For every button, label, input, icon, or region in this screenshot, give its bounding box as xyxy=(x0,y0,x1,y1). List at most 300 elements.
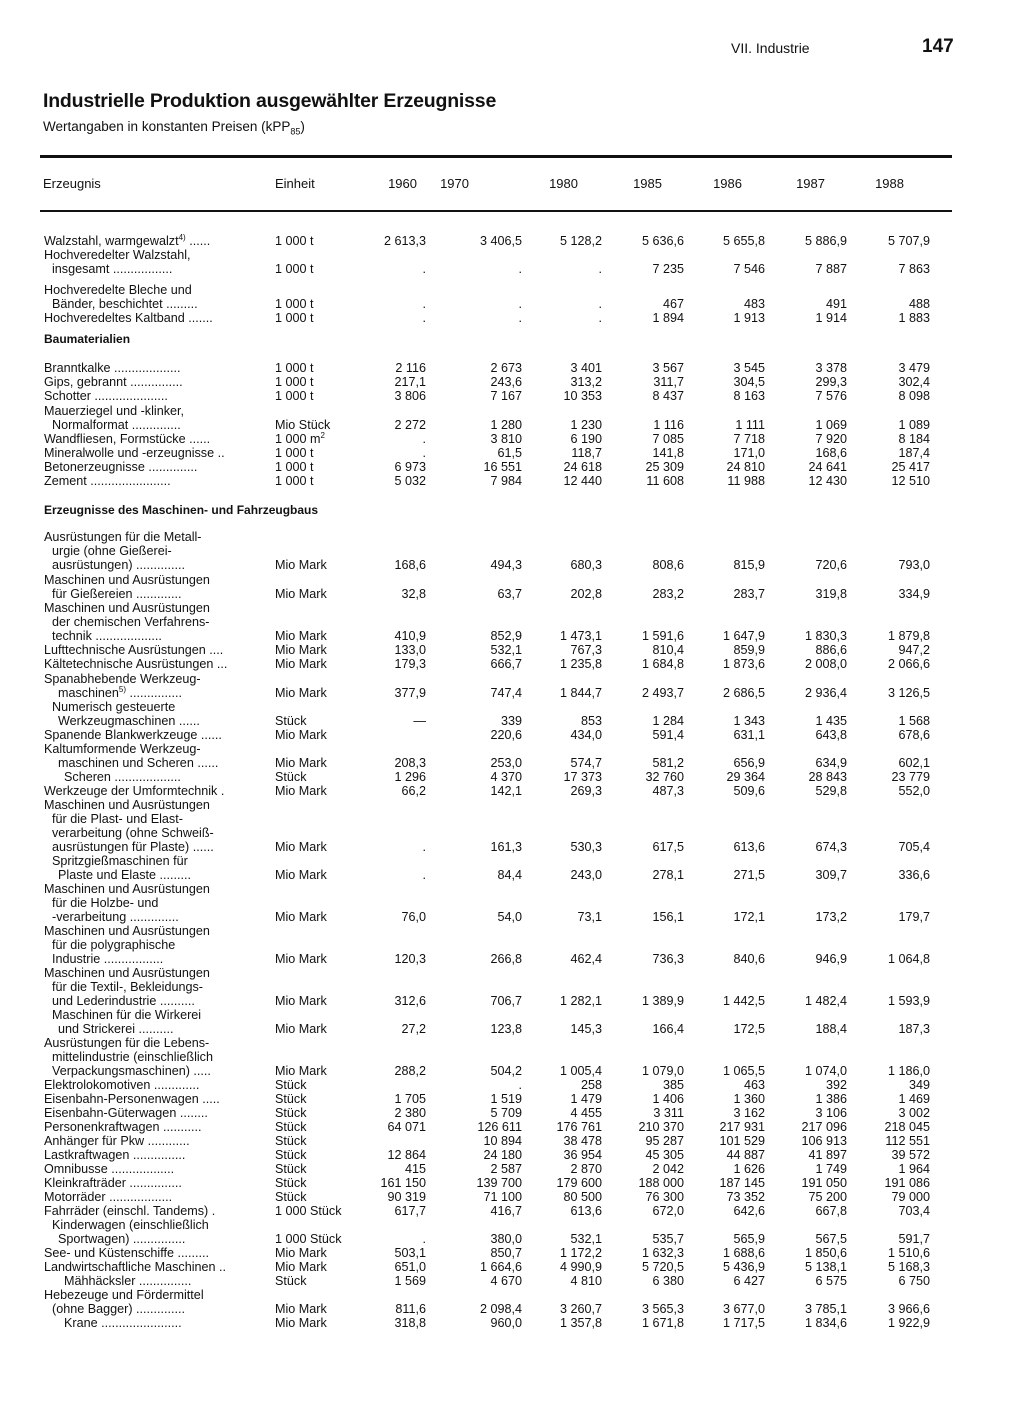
cell-1988: 3 002 xyxy=(898,1106,930,1120)
cell-1980: 6 190 xyxy=(570,432,602,446)
col-header-year-1960: 1960 xyxy=(388,176,417,191)
row-unit: 1 000 Stück xyxy=(275,1232,342,1246)
row-label-text: Fahrräder (einschl. Tandems) xyxy=(44,1204,209,1218)
row-label-text: ausrüstungen für Plaste) xyxy=(52,840,190,854)
row-unit: Mio Mark xyxy=(275,587,327,601)
cell-1980: 532,1 xyxy=(570,1232,602,1246)
cell-1987: 643,8 xyxy=(815,728,847,742)
row-label xyxy=(58,756,218,770)
cell-1988: 1 469 xyxy=(898,1092,930,1106)
cell-1980: 767,3 xyxy=(570,643,602,657)
row-label-text: Normalformat xyxy=(52,418,129,432)
row-label-text: Landwirtschaftliche Maschinen xyxy=(44,1260,216,1274)
row-unit: 1 000 $m^2$ xyxy=(275,430,325,446)
cell-1960: 6 973 xyxy=(394,460,426,474)
row-unit: 1 000 t xyxy=(275,474,314,488)
row-label-text: Hebezeuge und Fördermittel xyxy=(44,1288,204,1302)
table-row xyxy=(0,980,1024,994)
cell-1987: 674,3 xyxy=(815,840,847,854)
leader-dots: ......... xyxy=(162,297,198,311)
cell-1986: 11 988 xyxy=(727,474,765,488)
cell-1960: 217,1 xyxy=(394,375,426,389)
cell-1980: 4 990,9 xyxy=(559,1260,602,1274)
cell-1985: 210 370 xyxy=(638,1120,684,1134)
leader-dots: ................. xyxy=(109,262,173,276)
row-label-text: Lastkraftwagen xyxy=(44,1148,130,1162)
cell-1987: 3 106 xyxy=(815,1106,847,1120)
table-row xyxy=(0,446,1024,460)
cell-1985: 1 284 xyxy=(652,714,684,728)
cell-1960: 2 116 xyxy=(395,361,426,375)
row-label xyxy=(44,798,210,812)
row-label-text: Motorräder xyxy=(44,1190,106,1204)
table-row xyxy=(0,1218,1024,1232)
table-row xyxy=(0,798,1024,812)
row-label-text: Maschinen und Ausrüstungen xyxy=(44,924,210,938)
row-label-text: ausrüstungen) xyxy=(52,558,133,572)
cell-1986: 1 065,5 xyxy=(722,1064,765,1078)
cell-1985: 7 085 xyxy=(652,432,684,446)
leader-dots: ................... xyxy=(110,770,181,784)
leader-dots: .............. xyxy=(144,460,198,474)
leader-dots: ..................... xyxy=(90,389,168,403)
row-label-text: der chemischen Verfahrens- xyxy=(52,615,210,629)
cell-1985: 32 760 xyxy=(645,770,684,784)
table-row xyxy=(0,1148,1024,1162)
cell-1970: 1 280 xyxy=(490,418,522,432)
cell-1988: 1 964 xyxy=(898,1162,930,1176)
leader-dots: ........... xyxy=(159,1120,202,1134)
table-row xyxy=(0,248,1024,262)
cell-1985: 25 309 xyxy=(645,460,684,474)
row-unit: Mio Mark xyxy=(275,657,327,671)
table-row xyxy=(0,601,1024,615)
table-row xyxy=(0,672,1024,686)
row-label-text: für die polygraphische xyxy=(52,938,176,952)
cell-1985: 1 116 xyxy=(653,418,684,432)
row-label-text: Maschinen und Ausrüstungen xyxy=(44,798,210,812)
cell-1987: 946,9 xyxy=(815,952,847,966)
row-label xyxy=(58,1232,185,1246)
cell-1980: 269,3 xyxy=(570,784,602,798)
cell-1987: 720,6 xyxy=(815,558,847,572)
row-label-text: Mineralwolle und -erzeugnisse xyxy=(44,446,215,460)
cell-1986: 187 145 xyxy=(719,1176,765,1190)
col-header-year-1988: 1988 xyxy=(875,176,904,191)
row-label-text: Omnibusse xyxy=(44,1162,108,1176)
cell-1987: 529,8 xyxy=(815,784,847,798)
row-label xyxy=(44,1288,204,1302)
cell-1970: 84,4 xyxy=(497,868,522,882)
cell-1987: 667,8 xyxy=(815,1204,847,1218)
section-heading xyxy=(0,332,1024,346)
row-label-text: Branntkalke xyxy=(44,361,111,375)
cell-1987: 1 074,0 xyxy=(804,1064,847,1078)
leader-dots: ....................... xyxy=(86,474,171,488)
cell-1960: 312,6 xyxy=(394,994,426,1008)
cell-1985: 283,2 xyxy=(652,587,684,601)
leader-dots: ........ xyxy=(176,1106,208,1120)
cell-1986: 7 718 xyxy=(733,432,765,446)
cell-1986: 24 810 xyxy=(726,460,765,474)
row-label-text: Ausrüstungen für die Metall- xyxy=(44,530,202,544)
cell-1988: 39 572 xyxy=(891,1148,930,1162)
cell-1980: 574,7 xyxy=(570,756,602,770)
cell-1988: 1 593,9 xyxy=(887,994,930,1008)
row-label-text: Maschinen und Ausrüstungen xyxy=(44,601,210,615)
cell-1960: 3 806 xyxy=(394,389,426,403)
cell-1987: 75 200 xyxy=(808,1190,847,1204)
table-row xyxy=(0,643,1024,657)
cell-1980: 3 260,7 xyxy=(559,1302,602,1316)
table-row xyxy=(0,530,1024,544)
table-row xyxy=(0,474,1024,488)
cell-1986: 656,9 xyxy=(733,756,765,770)
row-unit: Mio Mark xyxy=(275,728,327,742)
cell-1980: 80 500 xyxy=(563,1190,602,1204)
cell-1987: 567,5 xyxy=(815,1232,847,1246)
table-row xyxy=(0,854,1024,868)
cell-1970: 4 370 xyxy=(490,770,522,784)
cell-1970: . xyxy=(518,297,522,311)
cell-1987: 319,8 xyxy=(815,587,847,601)
row-label xyxy=(44,643,223,657)
row-label xyxy=(44,573,210,587)
row-label-text: Anhänger für Pkw xyxy=(44,1134,145,1148)
row-unit: Stück xyxy=(275,1190,307,1204)
cell-1960: . xyxy=(422,432,426,446)
cell-1960: 651,0 xyxy=(394,1260,426,1274)
row-label xyxy=(52,1064,211,1078)
cell-1980: 613,6 xyxy=(570,1204,602,1218)
cell-1980: 462,4 xyxy=(570,952,602,966)
cell-1987: 299,3 xyxy=(815,375,847,389)
row-unit: Mio Mark xyxy=(275,1246,327,1260)
table-row xyxy=(0,389,1024,403)
cell-1988: 8 184 xyxy=(898,432,930,446)
table-row xyxy=(0,297,1024,311)
table-row xyxy=(0,840,1024,854)
row-label xyxy=(44,1036,209,1050)
cell-1986: 5 436,9 xyxy=(722,1260,765,1274)
row-label xyxy=(44,311,213,325)
leader-dots: ............... xyxy=(126,375,183,389)
cell-1985: 487,3 xyxy=(652,784,684,798)
cell-1986: 483 xyxy=(743,297,765,311)
row-label xyxy=(44,530,202,544)
cell-1970: 10 894 xyxy=(483,1134,522,1148)
row-label xyxy=(44,728,222,742)
row-unit: 1 000 t xyxy=(275,361,314,375)
cell-1960: 1 569 xyxy=(394,1274,426,1288)
cell-1988: 1 089 xyxy=(898,418,930,432)
cell-1980: 3 401 xyxy=(570,361,602,375)
row-label-text: Hochveredelte Bleche und xyxy=(44,283,192,297)
row-label xyxy=(44,924,210,938)
cell-1980: 258 xyxy=(580,1078,602,1092)
page-title: Industrielle Produktion ausgewählter Erzeugnisse xyxy=(43,90,497,112)
cell-1987: 7 920 xyxy=(815,432,847,446)
row-label-text: Plaste und Elaste xyxy=(58,868,157,882)
cell-1970: 850,7 xyxy=(490,1246,522,1260)
row-unit: Stück xyxy=(275,1148,307,1162)
cell-1980: 17 373 xyxy=(563,770,602,784)
cell-1960: . xyxy=(422,1232,426,1246)
cell-1988: 1 186,0 xyxy=(887,1064,930,1078)
row-label xyxy=(64,770,181,784)
cell-1985: 1 632,3 xyxy=(641,1246,684,1260)
cell-1985: 1 684,8 xyxy=(641,657,684,671)
cell-1987: 1 830,3 xyxy=(804,629,847,643)
cell-1986: 3 677,0 xyxy=(722,1302,765,1316)
row-label xyxy=(44,248,191,262)
cell-1960: 161 150 xyxy=(380,1176,426,1190)
row-label xyxy=(44,460,197,474)
table-row xyxy=(0,629,1024,643)
row-unit: Mio Mark xyxy=(275,756,327,770)
row-label-text: urgie (ohne Gießerei- xyxy=(52,544,172,558)
cell-1970: 1 519 xyxy=(490,1092,522,1106)
table-row xyxy=(0,1064,1024,1078)
cell-1960: 120,3 xyxy=(394,952,426,966)
row-label-text: Scheren xyxy=(64,770,111,784)
row-label-text: Kaltumformende Werkzeug- xyxy=(44,742,201,756)
table-row xyxy=(0,868,1024,882)
row-label-text: Erzeugnisse des Maschinen- und Fahrzeugbaus xyxy=(44,503,319,517)
col-header-unit: Einheit xyxy=(275,176,315,191)
row-label xyxy=(52,910,179,924)
cell-1988: 602,1 xyxy=(898,756,930,770)
cell-1980: 1 844,7 xyxy=(559,686,602,700)
row-label-text: Mähhäcksler xyxy=(64,1274,136,1288)
cell-1980: 4 455 xyxy=(570,1106,602,1120)
row-label xyxy=(52,812,183,826)
row-unit: Stück xyxy=(275,1120,307,1134)
cell-1970: 266,8 xyxy=(490,952,522,966)
cell-1985: 1 591,6 xyxy=(641,629,684,643)
row-label-text: Maschinen und Ausrüstungen xyxy=(44,966,210,980)
cell-1970: 1 664,6 xyxy=(479,1260,522,1274)
cell-1987: 41 897 xyxy=(808,1148,847,1162)
leader-dots: ...... xyxy=(185,432,211,446)
row-label-text: für die Holzbe- und xyxy=(52,896,159,910)
row-unit: Stück xyxy=(275,1134,307,1148)
cell-1980: 680,3 xyxy=(570,558,602,572)
leader-dots: ................... xyxy=(91,629,162,643)
row-unit: Stück xyxy=(275,714,307,728)
cell-1960: 66,2 xyxy=(401,784,426,798)
leader-dots: ................... xyxy=(110,361,181,375)
leader-dots: ............... xyxy=(125,1176,182,1190)
cell-1985: 11 608 xyxy=(646,474,684,488)
cell-1980: 176 761 xyxy=(556,1120,602,1134)
leader-dots: . xyxy=(208,1204,216,1218)
cell-1987: 191 050 xyxy=(801,1176,847,1190)
row-label xyxy=(52,558,185,572)
cell-1980: 2 870 xyxy=(570,1162,602,1176)
table-row xyxy=(0,375,1024,389)
leader-dots: .............. xyxy=(128,418,181,432)
cell-1960: 64 071 xyxy=(387,1120,426,1134)
cell-1986: 101 529 xyxy=(719,1134,765,1148)
row-unit: Mio Mark xyxy=(275,686,327,700)
table-row xyxy=(0,924,1024,938)
cell-1980: 38 478 xyxy=(563,1134,602,1148)
row-label-text: Elektrolokomotiven xyxy=(44,1078,151,1092)
table-row xyxy=(0,770,1024,784)
cell-1988: 8 098 xyxy=(898,389,930,403)
cell-1980: 1 172,2 xyxy=(559,1246,602,1260)
cell-1970: 852,9 xyxy=(490,629,522,643)
cell-1970: 532,1 xyxy=(490,643,522,657)
cell-1980: 1 005,4 xyxy=(559,1064,602,1078)
cell-1985: 2 493,7 xyxy=(641,686,684,700)
cell-1987: 392 xyxy=(825,1078,847,1092)
section-heading xyxy=(0,503,1024,517)
row-label xyxy=(44,375,183,389)
cell-1970: 7 984 xyxy=(490,474,522,488)
row-label xyxy=(64,1316,182,1330)
cell-1970: 243,6 xyxy=(490,375,522,389)
table-row xyxy=(0,1302,1024,1316)
cell-1988: 3 966,6 xyxy=(887,1302,930,1316)
cell-1987: 1 435 xyxy=(815,714,847,728)
table-row xyxy=(0,404,1024,418)
cell-1988: 678,6 xyxy=(898,728,930,742)
cell-1970: 339 xyxy=(500,714,522,728)
row-label-text: und Strickerei xyxy=(58,1022,135,1036)
cell-1980: 434,0 xyxy=(570,728,602,742)
table-row xyxy=(0,910,1024,924)
cell-1985: 535,7 xyxy=(652,1232,684,1246)
row-label-text: Spanende Blankwerkzeuge xyxy=(44,728,198,742)
row-label-text: Kleinkrafträder xyxy=(44,1176,126,1190)
table-row xyxy=(0,1232,1024,1246)
cell-1988: 191 086 xyxy=(884,1176,930,1190)
cell-1960: 1 705 xyxy=(394,1092,426,1106)
cell-1986: 217 931 xyxy=(719,1120,765,1134)
cell-1980: 853 xyxy=(580,714,602,728)
leader-dots: ..... xyxy=(189,1064,211,1078)
cell-1986: 8 163 xyxy=(733,389,765,403)
row-label-text: für die Textil-, Bekleidungs- xyxy=(52,980,203,994)
cell-1987: 1 386 xyxy=(815,1092,847,1106)
row-unit: Stück xyxy=(275,1162,307,1176)
cell-1970: 960,0 xyxy=(490,1316,522,1330)
subtitle-subscript: 85 xyxy=(290,126,301,137)
cell-1986: 3 162 xyxy=(733,1106,765,1120)
cell-1985: 141,8 xyxy=(652,446,684,460)
row-label xyxy=(52,994,195,1008)
row-label-text: Maschinen und Ausrüstungen xyxy=(44,882,210,896)
cell-1987: 3 378 xyxy=(815,361,847,375)
row-label xyxy=(52,980,203,994)
leader-dots: ................. xyxy=(100,952,164,966)
cell-1985: 591,4 xyxy=(652,728,684,742)
cell-1985: 1 079,0 xyxy=(641,1064,684,1078)
row-label xyxy=(44,784,224,798)
cell-1988: 79 000 xyxy=(891,1190,930,1204)
footnote-marker: 5) xyxy=(118,684,127,694)
row-label xyxy=(52,826,214,840)
table-row xyxy=(0,311,1024,325)
cell-1970: 2 673 xyxy=(490,361,522,375)
row-unit: Stück xyxy=(275,1078,307,1092)
row-label xyxy=(44,1190,172,1204)
cell-1986: 5 655,8 xyxy=(722,234,765,248)
table-row xyxy=(0,1260,1024,1274)
cell-1970: 416,7 xyxy=(490,1204,522,1218)
cell-1987: 7 887 xyxy=(815,262,847,276)
cell-1988: 334,9 xyxy=(898,587,930,601)
row-label-text: Kinderwagen (einschließlich xyxy=(52,1218,209,1232)
table-row xyxy=(0,728,1024,742)
row-label-text: Personenkraftwagen xyxy=(44,1120,160,1134)
cell-1988: 302,4 xyxy=(898,375,930,389)
leader-dots: ......... xyxy=(156,868,192,882)
row-unit: Mio Stück xyxy=(275,418,331,432)
row-label xyxy=(58,868,191,882)
table-row xyxy=(0,283,1024,297)
row-unit: 1 000 t xyxy=(275,389,314,403)
cell-1960: 503,1 xyxy=(394,1246,426,1260)
cell-1970: 16 551 xyxy=(483,460,522,474)
row-label-text: (ohne Bagger) xyxy=(52,1302,133,1316)
cell-1986: 3 545 xyxy=(733,361,765,375)
cell-1988: 218 045 xyxy=(884,1120,930,1134)
cell-1988: 793,0 xyxy=(898,558,930,572)
cell-1986: 44 887 xyxy=(726,1148,765,1162)
cell-1980: . xyxy=(598,262,602,276)
row-label xyxy=(52,896,158,910)
cell-1985: 1 406 xyxy=(652,1092,684,1106)
table-row xyxy=(0,882,1024,896)
leader-dots: . xyxy=(217,784,225,798)
cell-1980: 1 473,1 xyxy=(559,629,602,643)
row-label-text: Zement xyxy=(44,474,87,488)
cell-1980: 243,0 xyxy=(570,868,602,882)
cell-1960: 5 032 xyxy=(394,474,426,488)
row-label xyxy=(44,234,210,248)
row-label xyxy=(64,1274,191,1288)
row-unit: Mio Mark xyxy=(275,558,327,572)
row-label xyxy=(44,1204,215,1218)
cell-1987: 3 785,1 xyxy=(804,1302,847,1316)
cell-1986: 1 360 xyxy=(733,1092,765,1106)
table-row xyxy=(0,1106,1024,1120)
cell-1980: 1 479 xyxy=(570,1092,602,1106)
row-unit: 1 000 Stück xyxy=(275,1204,342,1218)
row-label-text: insgesamt xyxy=(52,262,110,276)
row-label xyxy=(58,1022,174,1036)
leader-dots: .............. xyxy=(132,1302,185,1316)
cell-1988: 1 879,8 xyxy=(887,629,930,643)
cell-1985: 278,1 xyxy=(652,868,684,882)
cell-1985: 5 636,6 xyxy=(641,234,684,248)
row-label-text: Spritzgießmaschinen für xyxy=(52,854,188,868)
row-unit: Mio Mark xyxy=(275,784,327,798)
cell-1960: 2 272 xyxy=(394,418,426,432)
row-label-text: Hochveredeltes Kaltband xyxy=(44,311,185,325)
row-label-text: für die Plast- und Elast- xyxy=(52,812,183,826)
cell-1988: 179,7 xyxy=(898,910,930,924)
cell-1987: 5 886,9 xyxy=(804,234,847,248)
cell-1986: 463 xyxy=(743,1078,765,1092)
cell-1980: 1 357,8 xyxy=(559,1316,602,1330)
cell-1988: 349 xyxy=(908,1078,930,1092)
cell-1985: 166,4 xyxy=(652,1022,684,1036)
table-row xyxy=(0,1036,1024,1050)
